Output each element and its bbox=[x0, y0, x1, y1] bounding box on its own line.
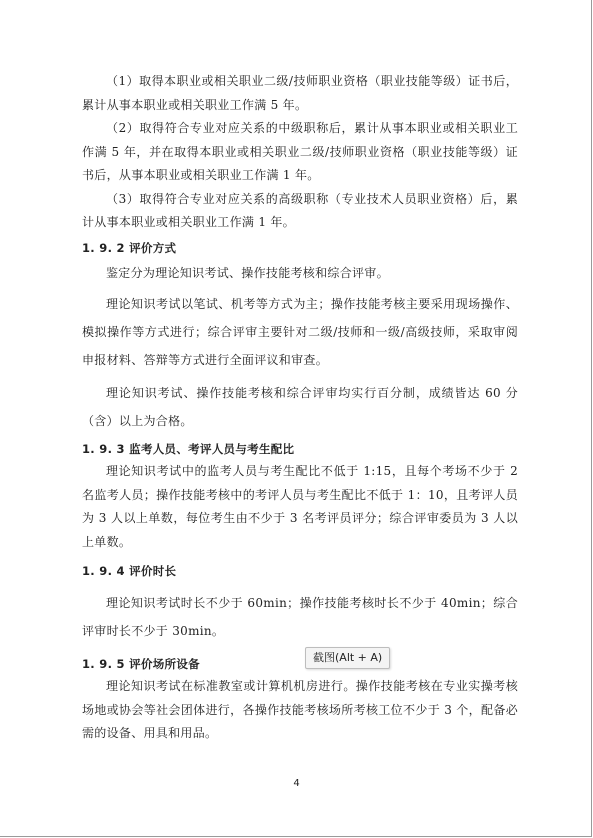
paragraph-evaluation-methods: 理论知识考试以笔试、机考等方式为主；操作技能考核主要采用现场操作、模拟操作等方式进行；综合评审主要针对二级/技师和一级/高级技师，采取审阅申报材料、答辩等方式进行全面评议和审查。 bbox=[82, 297, 518, 367]
paragraph-item-1: （1）取得本职业或相关职业二级/技师职业资格（职业技能等级）证书后，累计从事本职业或相关职业工作满 5 年。 bbox=[82, 74, 518, 112]
paragraph-item-2: （2）取得符合专业对应关系的中级职称后，累计从事本职业或相关职业工作满 5 年，并在取得本职业或相关职业二级/技师职业资格（职业技能等级）证书后，从事本职业或相关职业工作满 1 年。 bbox=[82, 121, 518, 182]
section-heading-1-9-4: 1. 9. 4 评价时长 bbox=[82, 564, 177, 578]
paragraph-staff-ratio: 理论知识考试中的监考人员与考生配比不低于 1:15，且每个考场不少于 2 名监考人员；操作技能考核中的考评人员与考生配比不低于 1：10，且考评人员为 3 人以上单数，每位考生由不少于 3 名考评员评分；综合评审委员为 3 人以上单数。 bbox=[82, 464, 518, 549]
paragraph-evaluation-types: 鉴定分为理论知识考试、操作技能考核和综合评审。 bbox=[106, 265, 389, 280]
document-body bbox=[82, 70, 518, 746]
page-number: 4 bbox=[293, 778, 300, 789]
paragraph-duration: 理论知识考试时长不少于 60min；操作技能考核时长不少于 40min；综合评审时长不少于 30min。 bbox=[82, 596, 518, 638]
paragraph-venue-equipment: 理论知识考试在标准教室或计算机机房进行。操作技能考核在专业实操考核场地或协会等社会团体进行，各操作技能考核场所考核工位不少于 3 个，配备必需的设备、用具和用品。 bbox=[82, 679, 518, 740]
section-heading-1-9-5: 1. 9. 5 评价场所设备 bbox=[82, 657, 200, 671]
section-heading-1-9-2: 1. 9. 2 评价方式 bbox=[82, 240, 177, 255]
screenshot-tooltip: 截图(Alt + A) bbox=[305, 647, 390, 669]
paragraph-item-3: （3）取得符合专业对应关系的高级职称（专业技术人员职业资格）后，累计从事本职业或相关职业工作满 1 年。 bbox=[82, 191, 518, 229]
section-heading-1-9-3: 1. 9. 3 监考人员、考评人员与考生配比 bbox=[82, 442, 295, 456]
paragraph-passing-score: 理论知识考试、操作技能考核和综合评审均实行百分制，成绩皆达 60 分（含）以上为合格。 bbox=[82, 386, 518, 428]
